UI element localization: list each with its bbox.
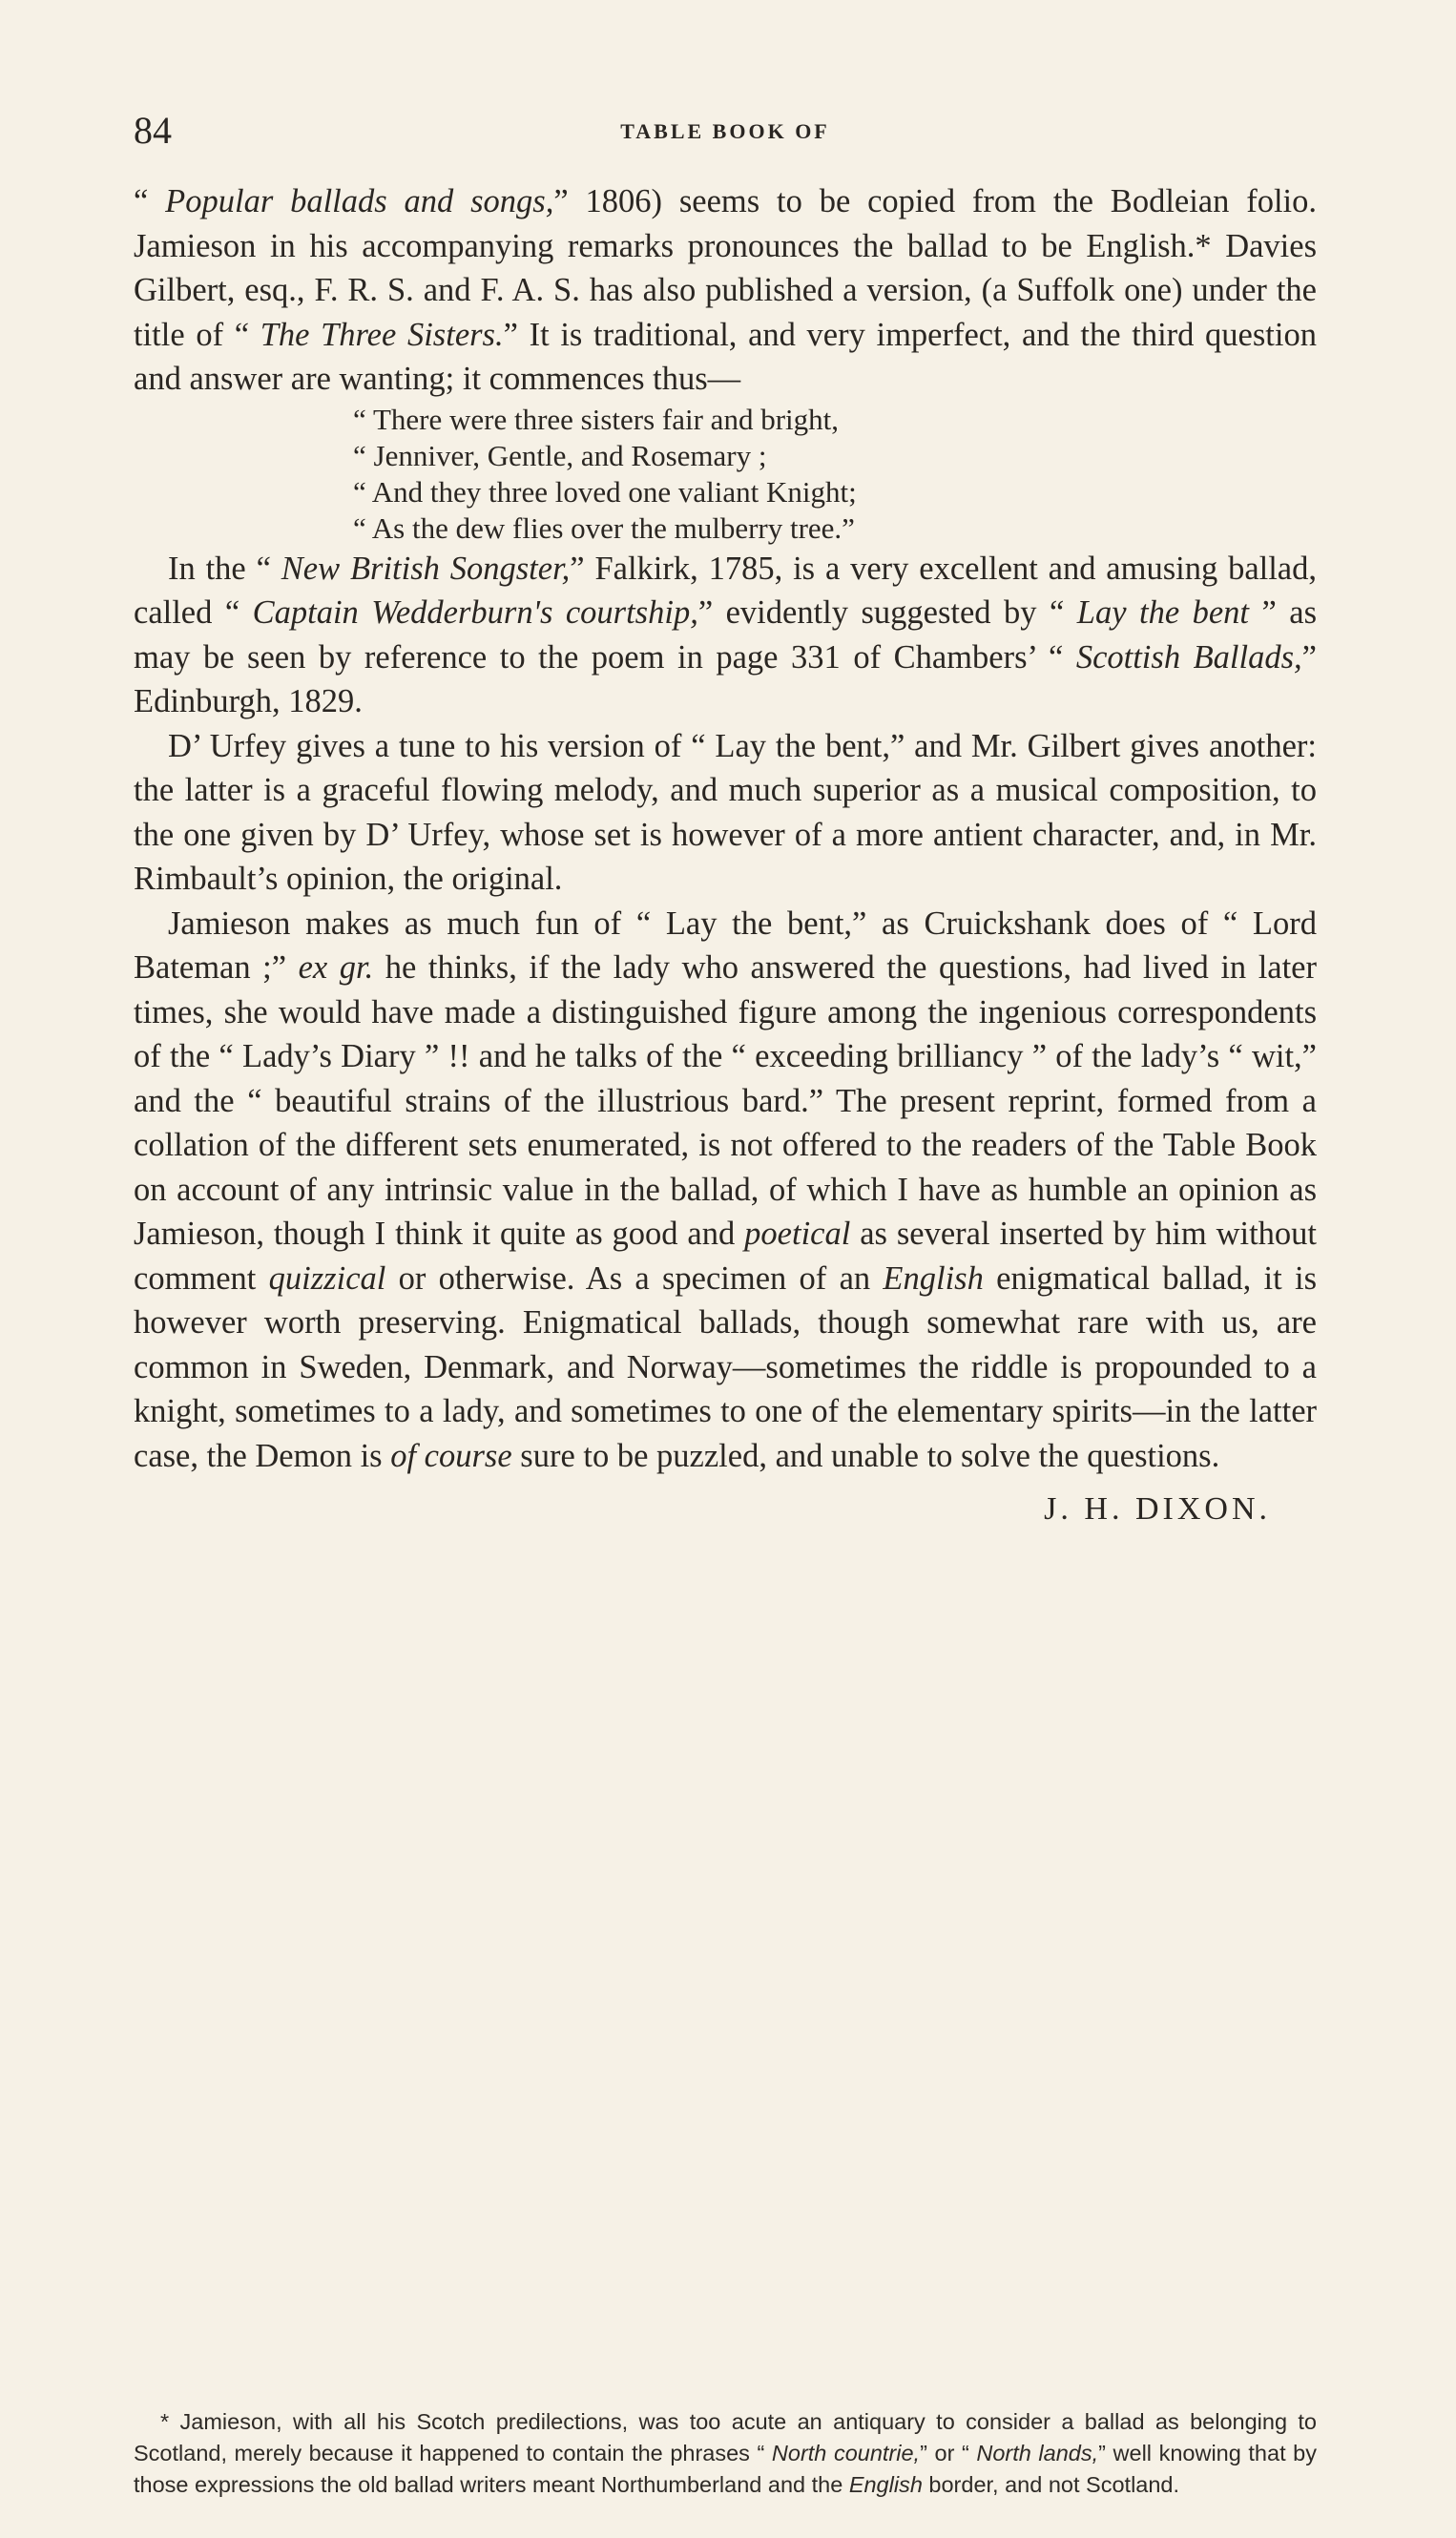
author-signature: J. H. DIXON. xyxy=(1044,1491,1271,1527)
verse-line: “ Jenniver, Gentle, and Rosemary ; xyxy=(353,438,767,472)
text-run: Jamieson makes as much fun of “ Lay the bent,” as Cruickshank does of “ Lord Bateman ;” xyxy=(134,905,1317,986)
paragraph-2 xyxy=(134,547,1317,724)
italic-term: quizzical xyxy=(268,1259,386,1297)
italic-phrase: English xyxy=(848,2472,923,2497)
page-header xyxy=(134,107,1317,155)
italic-title: The Three Sisters. xyxy=(260,316,504,353)
italic-term: of course xyxy=(390,1437,512,1474)
italic-term: English xyxy=(883,1259,984,1297)
italic-phrase: North lands, xyxy=(976,2441,1099,2465)
text-run: ” or “ xyxy=(920,2441,977,2465)
text-run: as several inserted by him without comment xyxy=(134,1216,1317,1297)
text-run: ” Edinburgh, 1829. xyxy=(134,638,1317,719)
footnote-paragraph xyxy=(134,2406,1317,2501)
paragraph-1 xyxy=(134,179,1317,402)
verse-line: “ As the dew flies over the mulberry tree.” xyxy=(353,510,855,545)
running-head: TABLE BOOK OF xyxy=(620,119,830,143)
text-run: In the “ xyxy=(168,550,281,587)
text-run: border, and not Scotland. xyxy=(922,2472,1180,2497)
footnote xyxy=(134,2406,1317,2501)
text-run: he thinks, if the lady who answered the questions, had lived in later times, she would have made a distinguished figure among the ingenious correspondents of the “ Lady’s Diary ” !! and he talks of the “ exceeding brilliancy ” of the lady’s “ wit,” and the “ beautiful strains of the illustrious bard.” The present reprint, formed from a collation of the different sets enumerated, is not offered to the readers of the Table Book on account of any intrinsic value in the ballad, of which I have as humble an opinion as Jamieson, though I think it quite as good and xyxy=(134,949,1317,1252)
text-run: enigmatical ballad, it is however worth preserving. Enigmatical ballads, though somewhat rare with us, are common in Sweden, Denmark, and Norway—sometimes the riddle is propounded to a knight, sometimes to a lady, and sometimes to one of the elementary spirits—in the latter case, the Demon is xyxy=(134,1259,1317,1474)
verse-line: “ And they three loved one valiant Knight; xyxy=(353,474,857,509)
italic-title: New British Songster, xyxy=(281,550,571,587)
text-run: ” as may be seen by reference to the poem in page 331 of Chambers’ “ xyxy=(134,594,1318,676)
text-run: ” Falkirk, 1785, is a very excellent and amusing ballad, called “ xyxy=(134,550,1317,631)
text-run: sure to be puzzled, and unable to solve the questions. xyxy=(511,1437,1220,1474)
italic-title: Popular ballads and songs, xyxy=(165,183,554,219)
text-run: ” evidently suggested by “ xyxy=(697,594,1077,631)
text-run: ” 1806) seems to be copied from the Bodleian folio. Jamieson in his accompanying remarks pronounces the ballad to be English.* Davies Gilbert, esq., F. R. S. and F. A. S. has also published a version, (a Suffolk one) under the title of “ xyxy=(134,183,1317,353)
text-run: ” well knowing that by those expressions the old ballad writers meant Northumberland and the xyxy=(134,2441,1317,2497)
italic-term: poetical xyxy=(744,1216,851,1252)
italic-term: ex gr. xyxy=(298,949,374,986)
italic-title: Scottish Ballads, xyxy=(1075,638,1302,676)
text-run: ” It is traditional, and very imperfect, and the third question and answer are wanting; it commences thus— xyxy=(134,316,1317,397)
text-run: * Jamieson, with all his Scotch predilections, was too acute an antiquary to consider a ballad as belonging to Scotland, merely because it happened to contain the phrases “ xyxy=(134,2409,1317,2465)
verse-quotation xyxy=(353,402,1317,547)
text-run: “ xyxy=(134,183,166,219)
italic-phrase: North countrie, xyxy=(771,2441,921,2465)
body-text xyxy=(134,179,1317,1531)
paragraph-3: D’ Urfey gives a tune to his version of “ Lay the bent,” and Mr. Gilbert gives another: the latter is a graceful flowing melody, and much superior as a musical composition, to the one given by D’ Urfey, whose set is however of a more antient character, and, in Mr. Rimbault’s opinion, the original. xyxy=(134,727,1317,897)
page-number: 84 xyxy=(134,109,172,152)
italic-title: Captain Wedderburn's courtship, xyxy=(252,594,698,631)
italic-title: Lay the bent xyxy=(1076,594,1250,631)
paragraph-4 xyxy=(134,902,1317,1479)
verse-line: “ There were three sisters fair and bright, xyxy=(353,402,839,436)
text-run: or otherwise. As a specimen of an xyxy=(385,1259,884,1297)
